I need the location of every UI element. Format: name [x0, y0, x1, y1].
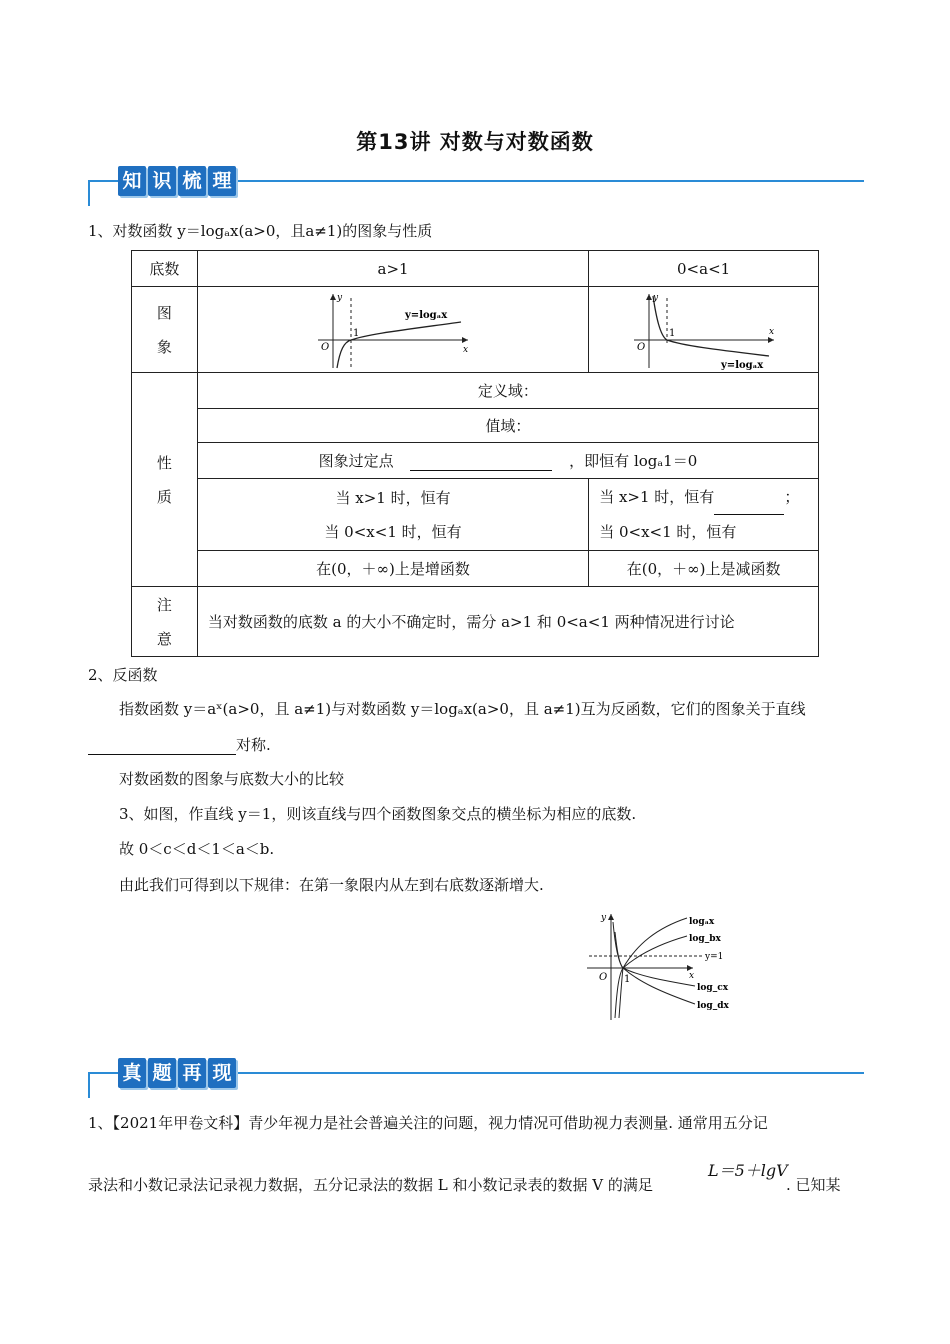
banner-tile: 再 — [178, 1058, 206, 1088]
header-base: 底数 — [132, 251, 198, 287]
banner-tile: 现 — [208, 1058, 236, 1088]
curve-label: y=logₐx — [720, 359, 763, 370]
section-banner-real-exam — [88, 1058, 864, 1098]
header-a-lt-1: 0<a<1 — [589, 251, 819, 287]
x-axis-label: x — [689, 971, 695, 981]
curve-label-b: log_bx — [689, 934, 721, 944]
increasing-cell: 在(0，＋∞)上是增函数 — [197, 551, 588, 587]
curve-label: y=logₐx — [405, 309, 448, 321]
formula: L＝5＋lgV — [708, 1161, 788, 1180]
banner-tiles — [118, 1058, 248, 1090]
y-axis-label: y — [652, 292, 658, 303]
curve-label-a: logₐx — [689, 917, 715, 927]
note-cell: 当对数函数的底数 a 的大小不确定时，需分 a>1 和 0<a<1 两种情况进行讨论 — [197, 587, 818, 657]
origin-label: O — [636, 341, 645, 353]
conclusion: 故 0＜c＜d＜1＜a＜b. — [119, 840, 275, 858]
x-axis-label: x — [463, 344, 469, 355]
question-1-line2: 录法和小数记录法记录视力数据，五分记录法的数据 L 和小数记录表的数据 V 的满足 — [88, 1176, 653, 1194]
fixed-point-cell: 图象过定点 ，即恒有 logₐ1＝0 — [197, 443, 818, 479]
answer-blank[interactable] — [410, 452, 552, 471]
rule: 由此我们可得到以下规律：在第一象限内从左到右底数逐渐增大. — [119, 876, 544, 894]
section2-heading: 2、反函数 — [88, 666, 158, 684]
banner-tile: 识 — [148, 166, 176, 196]
banner-tile: 知 — [118, 166, 146, 196]
origin-label: O — [321, 341, 330, 353]
gt1-cases-cell: 当 x>1 时，恒有 当 0<x<1 时，恒有 — [197, 479, 588, 551]
section2-text-line2: 对称. — [88, 734, 271, 755]
answer-blank[interactable] — [714, 480, 784, 515]
properties-table — [131, 250, 819, 657]
line-label-y1: y=1 — [705, 952, 724, 962]
banner-vertical-line — [88, 180, 90, 206]
banner-vertical-line — [88, 1072, 90, 1098]
answer-blank[interactable] — [88, 736, 236, 755]
log-increasing-graph — [313, 290, 473, 370]
banner-tile: 真 — [118, 1058, 146, 1088]
question-1-line2-end: . 已知某 — [786, 1176, 841, 1194]
banner-tile: 梳 — [178, 166, 206, 196]
header-a-gt-1: a>1 — [197, 251, 588, 287]
section1-heading: 1、对数函数 y＝logₐx(a>0，且a≠1)的图象与性质 — [88, 222, 433, 240]
tick-label: 1 — [624, 974, 631, 985]
y-axis-label: y — [601, 913, 607, 923]
banner-tile: 理 — [208, 166, 236, 196]
question-1-line1: 1、【2021年甲卷文科】青少年视力是社会普遍关注的问题，视力情况可借助视力表测量. 通常用五分记 — [88, 1114, 768, 1132]
compare-heading: 对数函数的图象与底数大小的比较 — [119, 770, 345, 788]
section-banner-knowledge — [88, 166, 864, 206]
log-decreasing-graph — [629, 290, 779, 370]
row-label-graph: 图 象 — [132, 287, 198, 373]
x-axis-label: x — [768, 326, 774, 337]
item-3: 3、如图，作直线 y＝1，则该直线与四个函数图象交点的横坐标为相应的底数. — [119, 805, 637, 823]
tick-label: 1 — [353, 327, 360, 339]
y-axis-label: y — [337, 292, 343, 303]
graph-a-gt-1 — [197, 287, 588, 373]
graph-a-lt-1 — [589, 287, 819, 373]
row-label-note: 注 意 — [132, 587, 198, 657]
row-label-properties: 性 质 — [132, 373, 198, 587]
decreasing-cell: 在(0，＋∞)上是减函数 — [589, 551, 819, 587]
page-title: 第13讲 对数与对数函数 — [356, 130, 594, 154]
section2-text: 指数函数 y＝aˣ(a>0，且 a≠1)与对数函数 y＝logₐx(a>0，且 a≠1)互为反函数，它们的图象关于直线 — [119, 700, 806, 718]
curve-label-c: log_cx — [697, 983, 729, 993]
origin-label: O — [599, 972, 608, 983]
domain-cell: 定义域： — [197, 373, 818, 409]
banner-tiles — [118, 166, 248, 198]
curve-label-d: log_dx — [697, 1001, 729, 1011]
banner-tile: 题 — [148, 1058, 176, 1088]
comparison-figure — [585, 908, 745, 1022]
lt1-cases-cell: 当 x>1 时，恒有 ； 当 0<x<1 时，恒有 — [589, 479, 819, 551]
range-cell: 值域： — [197, 409, 818, 443]
tick-label: 1 — [668, 327, 675, 339]
